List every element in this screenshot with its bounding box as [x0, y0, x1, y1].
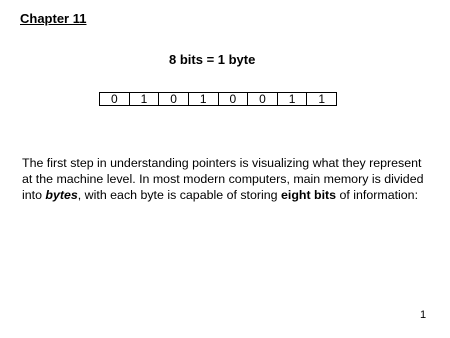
paragraph-text: into: [22, 188, 46, 202]
page-number: 1: [420, 309, 427, 321]
bit-cell: 1: [130, 93, 160, 105]
paragraph-text: of information:: [336, 188, 419, 202]
paragraph-line: [22, 187, 437, 203]
bit-cell: 0: [219, 93, 249, 105]
term-eight-bits: eight bits: [280, 188, 337, 202]
bit-cell: 1: [189, 93, 219, 105]
bit-cell: 1: [318, 92, 326, 106]
bit-cell: 0: [248, 93, 278, 105]
paragraph-text: , with each byte is capable of storing: [77, 188, 281, 202]
term-bytes: bytes: [45, 188, 78, 202]
bit-cell: 0: [100, 93, 130, 105]
byte-diagram: [99, 92, 337, 106]
paragraph-line: at the machine level. In most modern computers, main memory is divided: [22, 172, 424, 186]
chapter-title: Chapter 11: [20, 11, 87, 26]
bit-cell: 1: [278, 93, 308, 105]
bit-cell: 0: [159, 93, 189, 105]
paragraph-line: The first step in understanding pointers is visualizing what they represent: [22, 156, 422, 170]
body-paragraph: [22, 155, 437, 203]
bits-per-byte-caption: 8 bits = 1 byte: [169, 52, 256, 67]
